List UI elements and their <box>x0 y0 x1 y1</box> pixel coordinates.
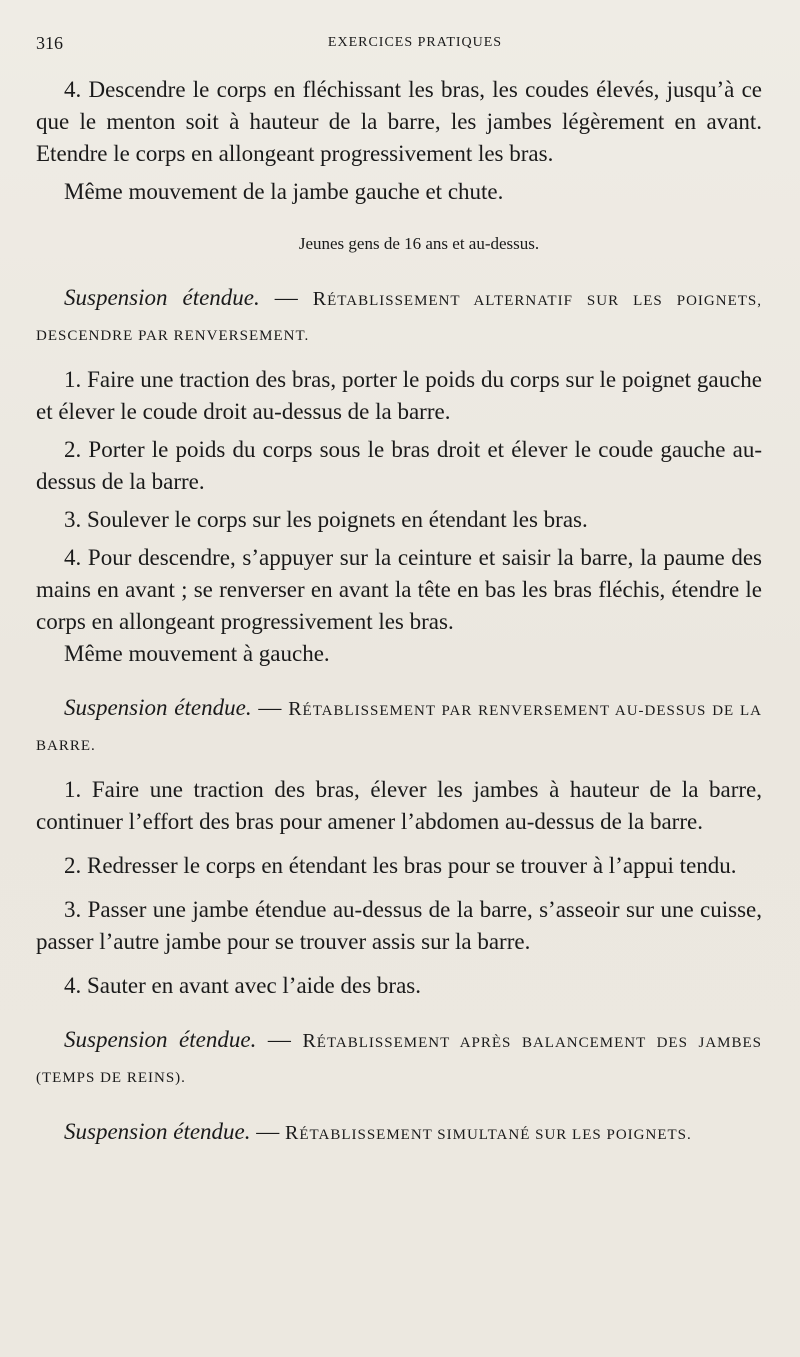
section-title: RÉTABLISSEMENT SIMULTANÉ SUR LES POIGNETS. <box>285 1122 692 1144</box>
list-item: 4. Sauter en avant avec l’aide des bras. <box>64 973 421 998</box>
list-item: 1. Faire une traction des bras, élever les jambes à hauteur de la barre, continuer l’effort des bras pour amener l’abdomen au-dessus de la barre. <box>36 777 762 834</box>
section-lead: Suspension étendue. <box>64 1027 257 1052</box>
list-item: 1. Faire une traction des bras, porter le poids du corps sur le poignet gauche et élever le coude droit au-dessus de la barre. <box>36 367 762 424</box>
section-dash: — <box>251 695 289 720</box>
list-item: 3. Soulever le corps sur les poignets en étendant les bras. <box>64 507 588 532</box>
section-lead: Suspension étendue. <box>64 1119 251 1144</box>
paragraph-same-movement-left: Même mouvement à gauche. <box>64 641 330 666</box>
section-heading-reversal-establishment <box>36 692 762 762</box>
section-heading-swing-establishment <box>36 1024 762 1094</box>
page-header <box>36 33 764 57</box>
list-item: 2. Redresser le corps en étendant les bras pour se trouver à l’appui tendu. <box>64 853 737 878</box>
paragraph-same-movement: Même mouvement de la jambe gauche et chute. <box>64 179 504 204</box>
section-dash: — <box>250 1119 286 1144</box>
section-dash: — <box>259 285 313 310</box>
page-number: 316 <box>36 33 63 53</box>
list-item: 4. Pour descendre, s’appuyer sur la ceinture et saisir la barre, la paume des mains en avant ; se renverser en avant la tête en bas les bras fléchis, étendre le corps en allongeant progressivement les bras. <box>36 545 762 634</box>
section-dash: — <box>256 1027 303 1052</box>
section-title: RÉTABLISSEMENT PAR RENVERSEMENT AU-DESSUS DE LA BARRE. <box>36 698 762 754</box>
page-body <box>36 74 762 1151</box>
paragraph-step-4: 4. Descendre le corps en fléchissant les bras, les coudes élevés, jusqu’à ce que le menton soit à hauteur de la barre, les jambes légèrement en avant. Etendre le corps en allongeant progressivement les bras. <box>36 77 762 166</box>
list-item: 2. Porter le poids du corps sous le bras droit et élever le coude gauche au-dessus de la barre. <box>36 437 762 494</box>
running-title: EXERCICES PRATIQUES <box>327 35 503 50</box>
age-group-heading: Jeunes gens de 16 ans et au-dessus. <box>298 234 540 253</box>
list-item: 3. Passer une jambe étendue au-dessus de la barre, s’asseoir sur une cuisse, passer l’autre jambe pour se trouver assis sur la barre. <box>36 897 762 954</box>
section-lead: Suspension étendue. <box>64 285 260 310</box>
section-heading-simultaneous-establishment <box>36 1116 762 1151</box>
section-lead: Suspension étendue. <box>64 695 252 720</box>
section-title: RÉTABLISSEMENT APRÈS BALANCEMENT DES JAMBES (TEMPS DE REINS). <box>36 1030 762 1086</box>
section-heading-alternating-establishment <box>36 282 762 352</box>
section-title: RÉTABLISSEMENT ALTERNATIF SUR LES POIGNETS, DESCENDRE PAR RENVERSEMENT. <box>36 288 763 344</box>
